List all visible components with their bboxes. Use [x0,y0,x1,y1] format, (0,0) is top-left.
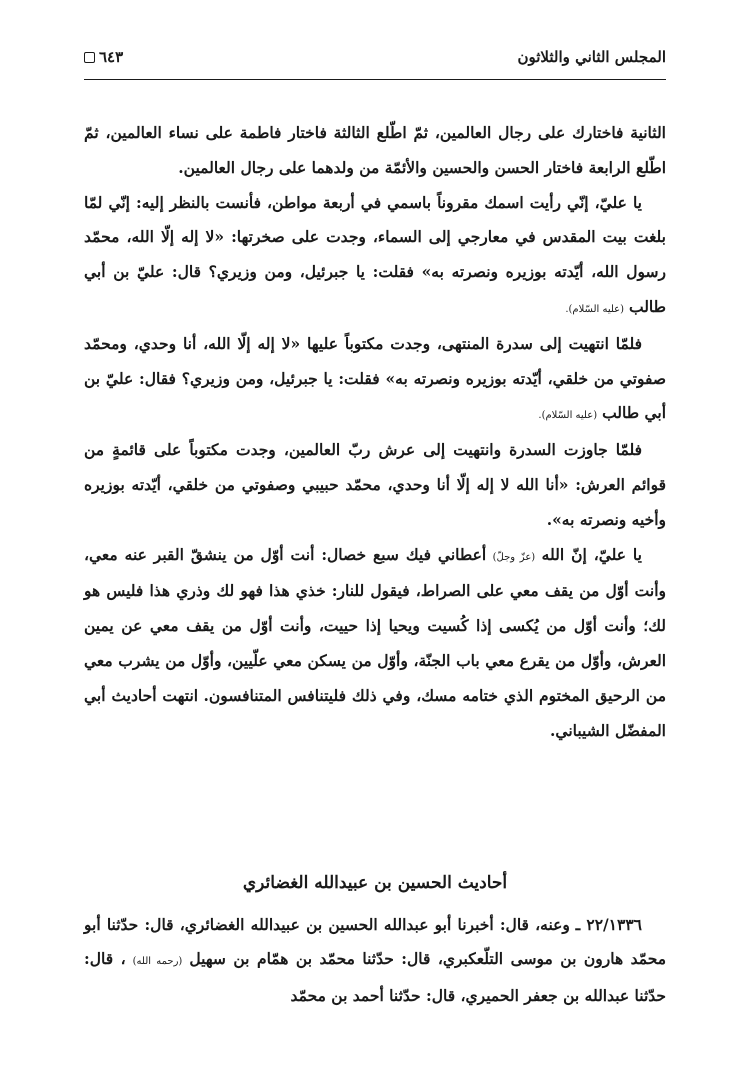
hadith-number: ٢٢/١٣٣٦ ـ [575,915,642,934]
page-number: ٦٤٣ [99,48,124,66]
paragraph-2-text: يا عليّ، إنّي رأيت اسمك مقروناً باسمي في أربعة مواطن، فأنست بالنظر إليه: إنّي لمّا بلغت بيت المقدس في معارجي إلى السماء، وجدت على صخرتها: «لا إله إلّا الله، محمّد رسول الله، أيّدته بوزيره ونصرته به» فقلت: يا جبرئيل، ومن وزيري؟ قال: عليّ بن أبي طالب [84,192,666,316]
honorific: (عليه السّلام). [565,303,625,315]
page-marker-box-icon [84,52,95,63]
honorific: (عزّ وجلّ) [492,551,536,563]
paragraph-5-text-b: أعطاني فيك سبع خصال: أنت أوّل من ينشقّ القبر عنه معي، وأنت أوّل من يقف معي على الصراط، فيقول للنار: خذي هذا فهو لك وذري هذا فليس هو لك؛ وأنت أوّل من يُكسى إذا كُسيت ويحيا إذا حييت، وأنت أوّل من يقف معي عن يمين العرش، وأوّل من يقرع معي باب الجنّة، وأوّل من يسكن معي علّيين، وأوّل من يشرب معي من الرحيق المختوم الذي ختامه مسك، وفي ذلك فليتنافس المتنافسون. [84,544,667,705]
main-text [84,116,666,748]
paragraph-5-text-a: يا عليّ، إنّ الله [541,544,642,564]
paragraph-4 [84,433,666,537]
paragraph-1 [84,116,666,186]
honorific: (عليه السّلام). [538,410,598,422]
paragraph-2 [84,186,666,327]
running-header-page [84,48,123,66]
header-divider [84,79,666,80]
paragraph-1-text: الثانية فاختارك على رجال العالمين، ثمّ اطّلع الثالثة فاختار فاطمة على نساء العالمين، ثمّ اطّلع الرابعة فاختار الحسن والحسين والأئمّة من ولدهما على رجال العالمين. [84,123,666,177]
paragraph-5 [84,538,666,749]
honorific: (رحمه الله) [132,956,183,967]
running-header-title: المجلس الثاني والثلاثون [517,48,666,66]
hadith-paragraph [84,908,666,1013]
paragraph-4-text: فلمّا جاوزت السدرة وانتهيت إلى عرش ربّ العالمين، وجدت مكتوباً على قائمةٍ من قوائم العرش: «أنا الله لا إله إلّا أنا وحدي، محمّد حبيبي وصفوتي من خلقي، أيّدته بوزيره وأخيه ونصرته به». [84,440,666,529]
paragraph-3 [84,327,666,433]
hadith-text-1: وعنه، قال: أخبرنا أبو عبدالله الحسين بن عبيدالله الغضائري، قال: حدّثنا أبو محمّد هارون بن موسى التلّعكبري، قال: حدّثنا محمّد بن همّام بن سهيل [84,915,667,968]
next-hadith [84,908,666,1013]
hadith-text-2: ، قال: حدّثنا عبدالله بن جعفر الحميري، قال: حدّثنا أحمد بن محمّد [84,949,666,1005]
paragraph-3-text: فلمّا انتهيت إلى سدرة المنتهى، وجدت مكتوباً عليها «لا إله إلّا الله، أنا وحدي، ومحمّد صفوتي من خلقي، أيّدته بوزيره ونصرته به» فقلت: يا جبرئيل، ومن وزيري؟ فقال: عليّ بن أبي طالب [84,333,666,423]
paragraph-5-end: انتهت أحاديث أبي المفضّل الشيباني. [84,685,666,740]
section-heading: أحاديث الحسين بن عبيدالله الغضائري [242,873,508,893]
